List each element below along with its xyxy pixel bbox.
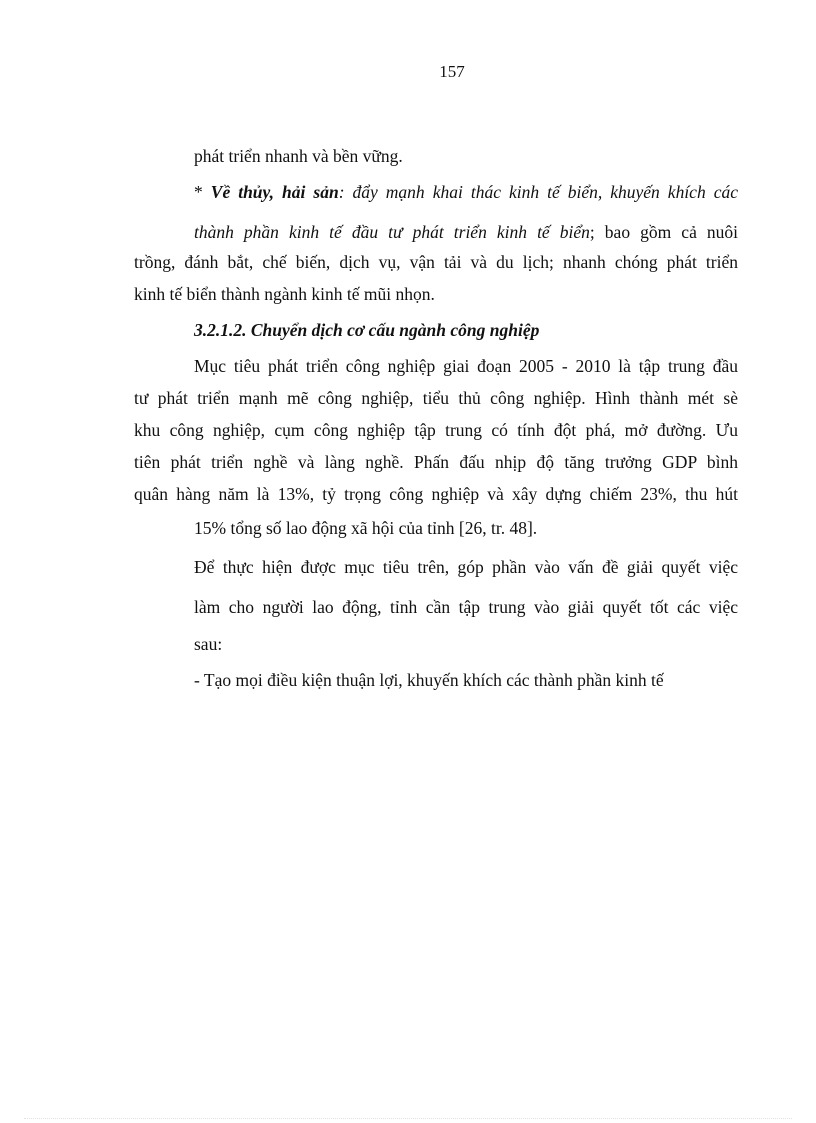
text-line: tư phát triển mạnh mẽ công nghiệp, tiểu thủ công nghiệp. Hình thành mét sè (134, 388, 738, 408)
text-line: trồng, đánh bắt, chế biến, dịch vụ, vận tải và du lịch; nhanh chóng phát triển (134, 252, 738, 272)
text-line: khu công nghiệp, cụm công nghiệp tập trung có tính đột phá, mở đường. Ưu (134, 420, 738, 440)
page-bottom-divider (24, 1118, 792, 1119)
text-line: Mục tiêu phát triển công nghiệp giai đoạn 2005 - 2010 là tập trung đầu (194, 356, 738, 376)
text-line: làm cho người lao động, tỉnh cần tập trung vào giải quyết tốt các việc (194, 597, 738, 617)
text-line: 15% tổng số lao động xã hội của tỉnh [26, tr. 48]. (194, 518, 538, 538)
section-heading: 3.2.1.2. Chuyển dịch cơ cấu ngành công nghiệp (194, 320, 540, 340)
text-line: Để thực hiện được mục tiêu trên, góp phần vào vấn đề giải quyết việc (194, 557, 738, 577)
text-line: quân hàng năm là 13%, tỷ trọng công nghiệp và xây dựng chiếm 23%, thu hút (134, 484, 738, 504)
page-number: 157 (439, 62, 465, 81)
text-line: phát triển nhanh và bền vững. (194, 146, 403, 166)
text-line: kinh tế biển thành ngành kinh tế mũi nhọn. (134, 284, 435, 304)
subsection-heading: Về thủy, hải sản (210, 182, 339, 202)
text-line: - Tạo mọi điều kiện thuận lợi, khuyến khích các thành phần kinh tế (194, 670, 664, 690)
text-line: tiên phát triển nghề và làng nghề. Phấn đấu nhịp độ tăng trưởng GDP bình (134, 452, 738, 472)
text-line: thành phần kinh tế đầu tư phát triển kinh tế biển; bao gồm cả nuôi (194, 222, 738, 242)
text-line: sau: (194, 634, 223, 654)
text-line: * Về thủy, hải sản: đẩy mạnh khai thác kinh tế biển, khuyến khích các (194, 182, 738, 202)
